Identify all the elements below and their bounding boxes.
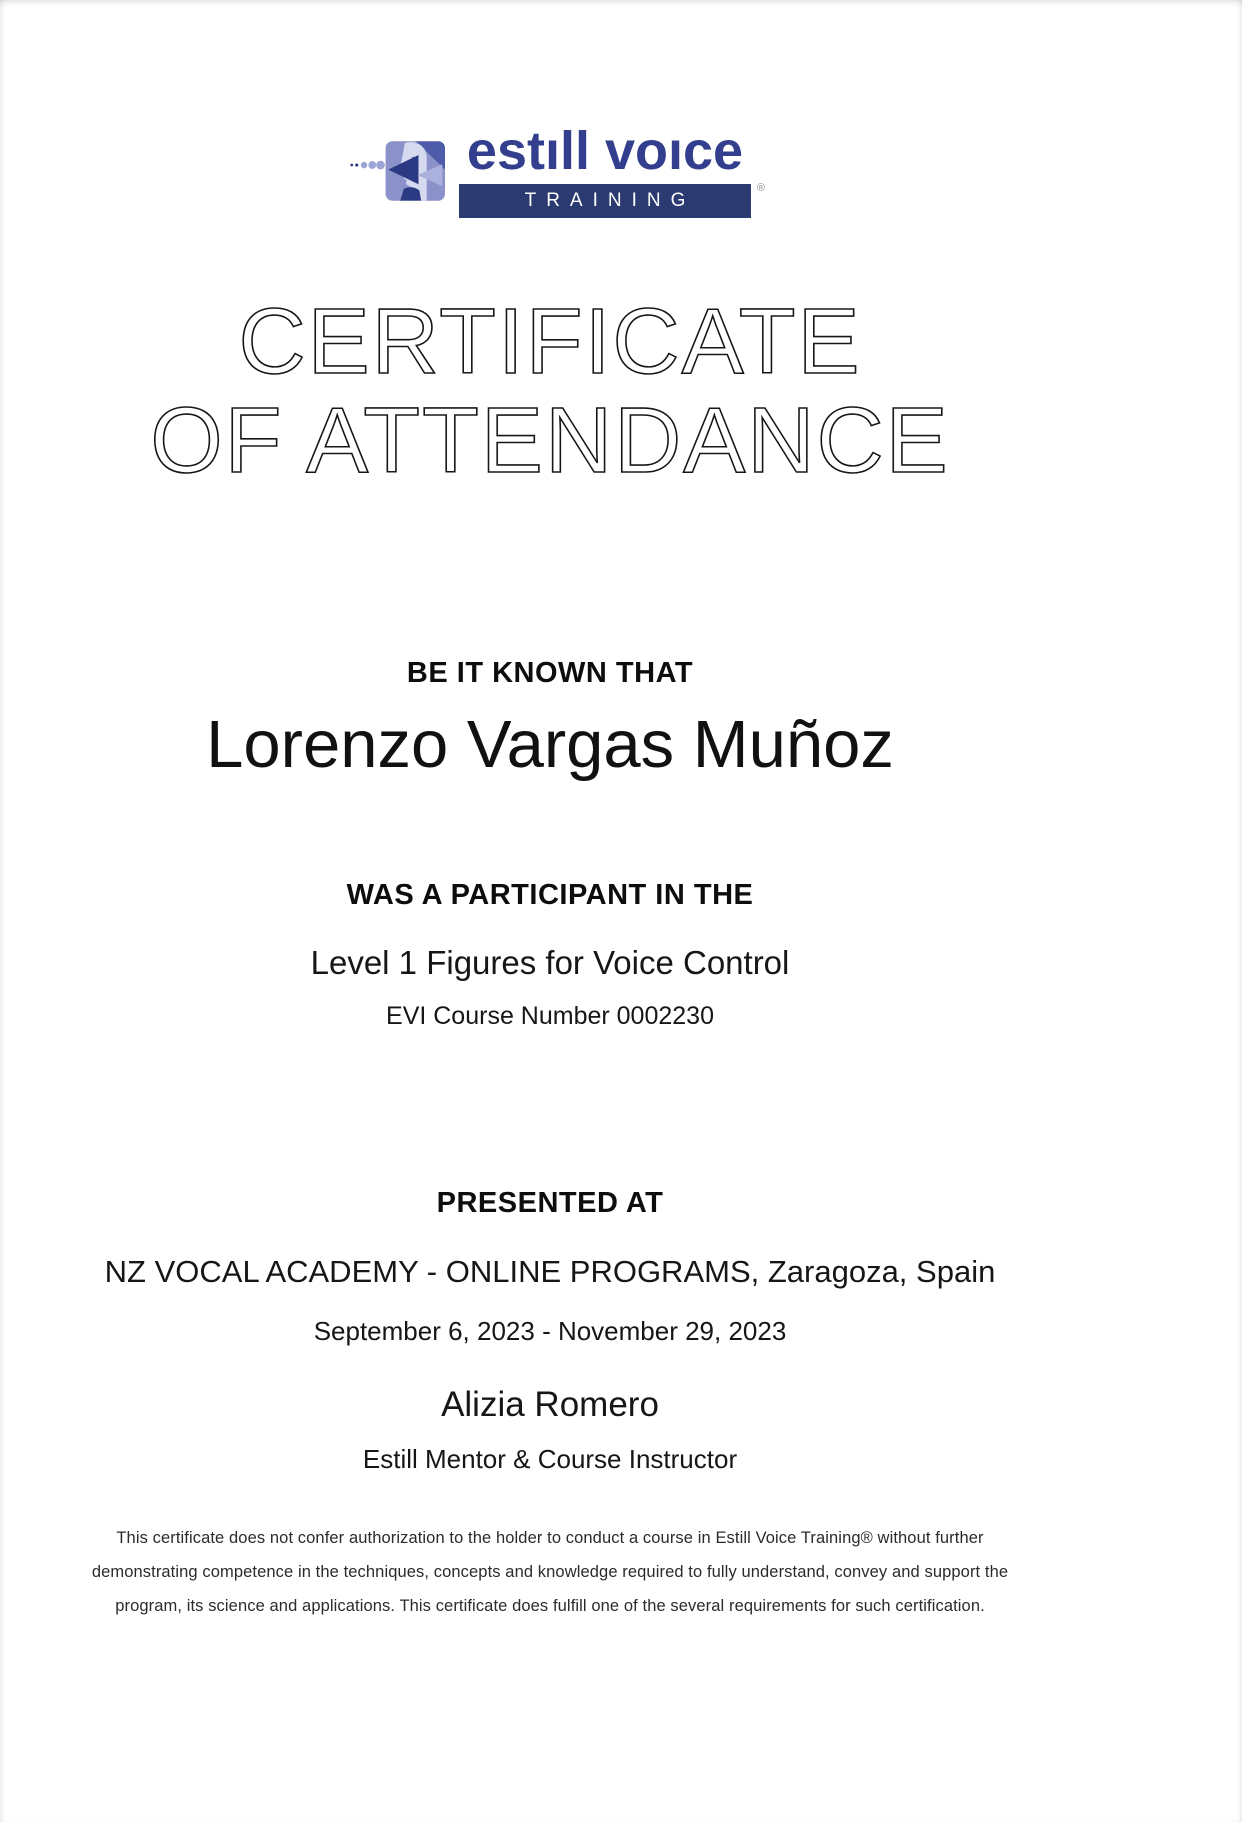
course-title: Level 1 Figures for Voice Control [310,944,790,982]
disclaimer-line2: demonstrating competence in the techniques, concepts and knowledge required to fully understand, convey and support the [91,1563,1009,1582]
estill-voice-logo-icon [349,122,445,220]
certificate-title-line1: CERTIFICATE [238,289,862,393]
instructor-title: Estill Mentor & Course Instructor [362,1444,738,1475]
certificate-title-line2: OF ATTENDANCE [150,387,950,492]
disclaimer-line1: This certificate does not confer authorization to the holder to conduct a course in Estill Voice Training® without further [116,1529,984,1548]
participant-name: Lorenzo Vargas Muñoz [206,707,894,783]
disclaimer-text [0,1521,1100,1623]
brand-wordmark: estıll voıce [466,121,744,181]
logo-text-block [459,121,765,218]
training-banner: TRAINING [459,184,751,218]
estill-voice-logo [0,122,1100,220]
certificate-title [0,289,1100,492]
course-number: EVI Course Number 0002230 [386,1002,714,1031]
disclaimer-line3: program, its science and applications. This certificate does fulfill one of the several requirements for such certification. [115,1597,985,1616]
venue-line: NZ VOCAL ACADEMY - ONLINE PROGRAMS, Zaragoza, Spain [104,1254,996,1290]
instructor-name: Alizia Romero [441,1385,659,1425]
be-it-known-label: BE IT KNOWN THAT [406,657,694,690]
presented-at-label: PRESENTED AT [436,1187,664,1220]
registered-trademark-symbol: ® [756,182,765,194]
date-range: September 6, 2023 - November 29, 2023 [313,1316,787,1347]
participant-label: WAS A PARTICIPANT IN THE [346,879,754,912]
